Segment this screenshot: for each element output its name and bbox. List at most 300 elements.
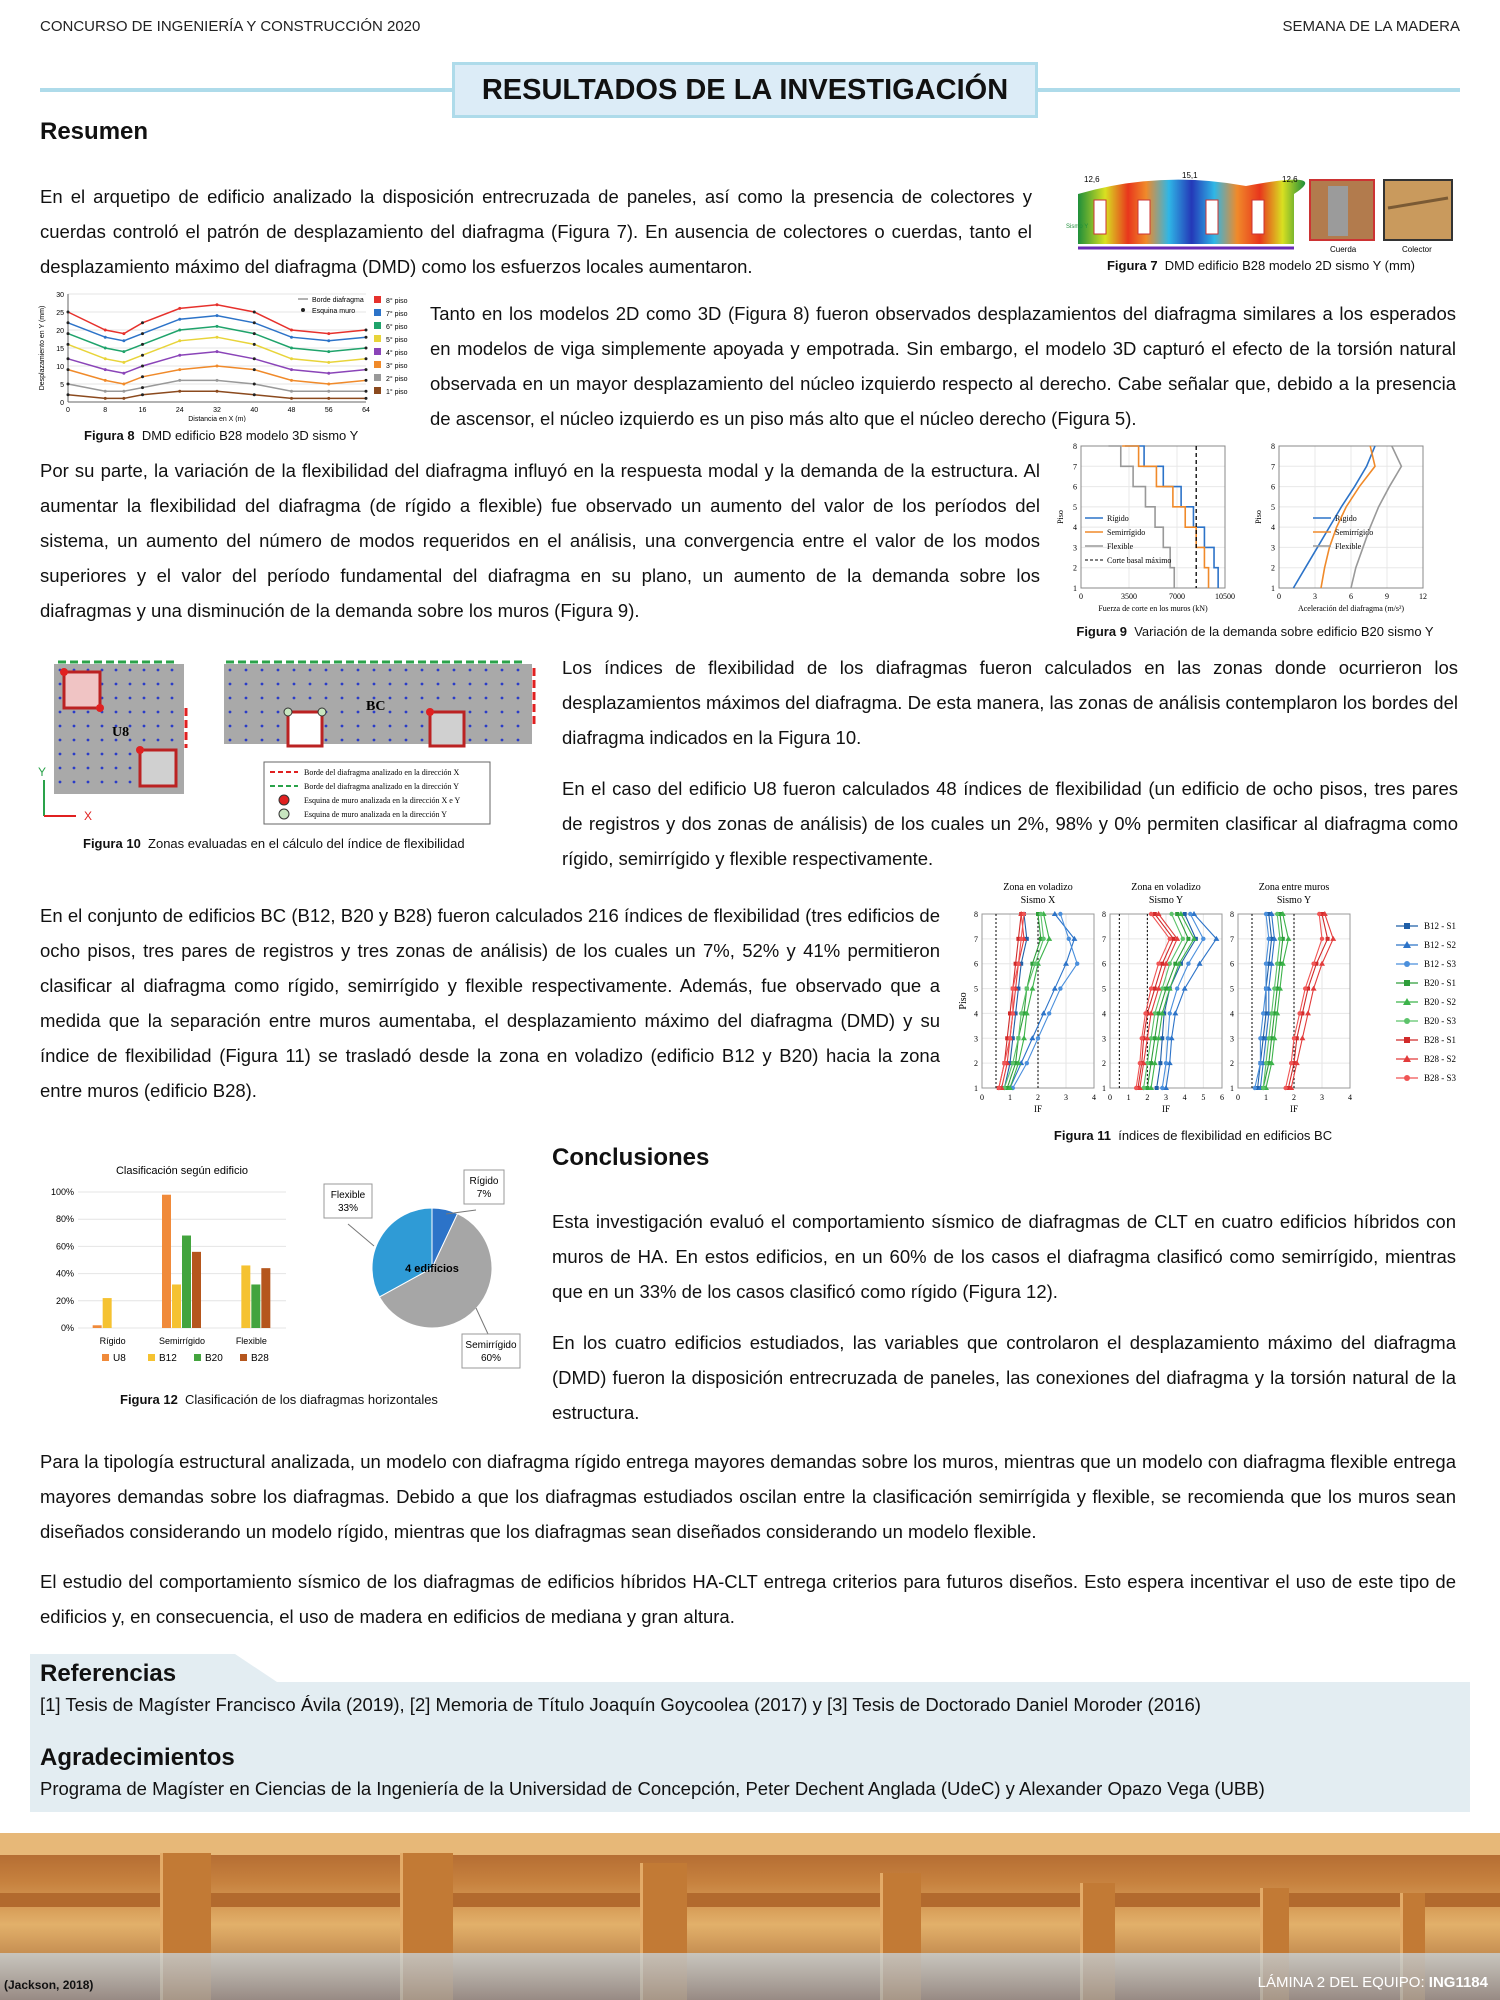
corner-marker	[96, 704, 104, 712]
figure-7-text: DMD edificio B28 modelo 2D sismo Y (mm)	[1164, 258, 1416, 273]
grid-dot	[309, 669, 312, 672]
legend-label: U8	[113, 1353, 126, 1364]
data-point	[216, 350, 219, 353]
figure-9-text: Variación de la demanda sobre edificio B20 sismo Y	[1134, 624, 1434, 639]
x-tick-label: 0	[980, 1093, 984, 1102]
figure-9-chart	[1055, 440, 1455, 620]
team-prefix: LÁMINA 2 DEL EQUIPO:	[1257, 1974, 1425, 1991]
y-tick-label: 100%	[50, 1187, 74, 1197]
figure-12-number: Figura 12	[120, 1392, 178, 1407]
data-point	[290, 390, 293, 393]
data-point	[67, 357, 70, 360]
grid-dot	[87, 767, 90, 770]
legend-swatch	[1404, 923, 1410, 929]
legend-label: 6° piso	[386, 324, 408, 331]
grid-dot	[325, 697, 328, 700]
data-point	[327, 372, 330, 375]
x-tick-label: 5	[1201, 1093, 1206, 1102]
data-point	[1175, 986, 1179, 990]
panel-title: Zona entre muros	[1258, 882, 1330, 893]
y-tick-label: 4	[1271, 523, 1275, 533]
data-point	[1168, 937, 1172, 941]
grid-dot	[143, 711, 146, 714]
data-point	[67, 383, 70, 386]
data-point	[104, 390, 107, 393]
photo-beam	[0, 1833, 1500, 1855]
y-tick-label: 7	[1073, 462, 1077, 472]
x-tick-label: 48	[287, 407, 296, 414]
grid-dot	[157, 683, 160, 686]
x-tick-label: 2	[1036, 1093, 1040, 1102]
x-tick-label: 6	[1349, 592, 1353, 601]
legend-label: B28 - S3	[1424, 1073, 1457, 1083]
grid-dot	[129, 697, 132, 700]
grid-dot	[293, 697, 296, 700]
wall-core	[1252, 200, 1264, 234]
data-point	[1160, 1086, 1164, 1090]
y-tick-label: 80%	[55, 1214, 74, 1225]
legend-swatch	[374, 361, 381, 368]
page-title: RESULTADOS DE LA INVESTIGACIÓN	[452, 62, 1038, 118]
legend-item: Esquina de muro analizada en la dirección Y	[304, 810, 447, 819]
data-point	[178, 339, 181, 342]
data-point	[253, 368, 256, 371]
data-point	[178, 318, 181, 321]
data-point	[1317, 912, 1321, 916]
wall-core	[1138, 200, 1150, 234]
grid-dot	[171, 669, 174, 672]
data-point	[1046, 936, 1052, 941]
data-point	[1033, 962, 1037, 966]
diaphragm-contour	[1078, 180, 1305, 244]
grid-dot	[469, 669, 472, 672]
grid-dot	[517, 669, 520, 672]
data-point	[1264, 912, 1268, 916]
data-point	[1075, 962, 1079, 966]
data-point	[1011, 986, 1015, 990]
grid-dot	[325, 683, 328, 686]
corner-marker	[136, 746, 144, 754]
grid-dot	[101, 753, 104, 756]
grid-dot	[261, 697, 264, 700]
y-tick-label: 3	[1073, 543, 1077, 553]
x-tick-label: 40	[250, 407, 259, 414]
legend-swatch	[240, 1354, 247, 1361]
grid-dot	[405, 697, 408, 700]
grid-dot	[277, 711, 280, 714]
figure-11-number: Figura 11	[1053, 1128, 1111, 1143]
grid-dot	[341, 669, 344, 672]
grid-dot	[73, 711, 76, 714]
y-tick-label: 6	[974, 959, 978, 969]
grid-dot	[261, 683, 264, 686]
y-tick-label: 7	[1230, 934, 1234, 944]
grid-dot	[157, 725, 160, 728]
figure-11-chart	[958, 878, 1468, 1128]
legend-label: 1° piso	[386, 389, 408, 396]
x-tick-label: 0	[1236, 1093, 1240, 1102]
grid-dot	[277, 697, 280, 700]
wall-corner	[288, 712, 322, 746]
grid-dot	[157, 669, 160, 672]
grid-dot	[115, 767, 118, 770]
legend-swatch	[374, 348, 381, 355]
grid-dot	[59, 739, 62, 742]
x-axis-label: IF	[1289, 1104, 1299, 1114]
data-point	[290, 347, 293, 350]
x-tick-label: 16	[138, 407, 147, 414]
grid-dot	[485, 739, 488, 742]
legend-label: Esquina muro	[312, 308, 356, 315]
legend-swatch	[374, 296, 381, 303]
data-point	[365, 390, 368, 393]
y-tick-label: 25	[56, 310, 64, 317]
legend-label: Borde diafragma	[312, 297, 364, 304]
legend-label: Semirrígido	[1107, 528, 1146, 537]
grid-dot	[277, 739, 280, 742]
data-point	[67, 321, 70, 324]
data-point	[1168, 1011, 1172, 1015]
conclusiones-p3: Para la tipología estructural analizada, un modelo con diafragma rígido entrega mayores demandas sobre los muros, mientras que un modelo con diafragma flexible entrega mayores demandas sobre los diafragmas. Debido a que los diafragmas estudiados oscilan entre la clasificación semirrígida y flexible, se recomienda que los muros sean diseñados considerando un modelo rígido, mientras que los diafragmas sean diseñados considerando un modelo flexible.	[40, 1451, 1456, 1542]
collector-photo	[1384, 180, 1452, 240]
y-tick-label: 3	[1230, 1034, 1234, 1044]
legend-swatch	[374, 309, 381, 316]
fig7-label: Colector	[1402, 245, 1432, 254]
x-axis-label: Aceleración del diafragma (m/s²)	[1297, 604, 1405, 613]
data-point	[178, 390, 181, 393]
data-point	[1036, 1036, 1040, 1040]
data-point	[327, 332, 330, 335]
y-tick-label: 2	[1271, 563, 1275, 573]
y-axis-label: Piso	[1254, 510, 1263, 524]
legend-label: 7° piso	[386, 311, 408, 318]
data-point	[104, 347, 107, 350]
panel-title: Zona en voladizo	[1003, 882, 1073, 893]
fig7-label: 12,6	[1282, 175, 1298, 184]
photo-credit: (Jackson, 2018)	[4, 1978, 94, 1992]
grid-dot	[405, 683, 408, 686]
data-point	[253, 311, 256, 314]
resumen-p4: Los índices de flexibilidad de los diafragmas fueron calculados en las zonas donde ocurrieron los desplazamientos máximos del diafragma. De esta manera, las zonas de análisis contemplaron los bordes del diafragma indicados en la Figura 10.	[562, 657, 1458, 748]
y-tick-label: 1	[1073, 584, 1077, 593]
grid-dot	[245, 739, 248, 742]
grid-dot	[59, 781, 62, 784]
legend-label: Rígido	[1107, 514, 1129, 523]
panel-title: Sismo Y	[1148, 895, 1184, 906]
data-point	[104, 368, 107, 371]
y-tick-label: 6	[1271, 482, 1275, 492]
corner-marker	[60, 668, 68, 676]
data-point	[1134, 1086, 1138, 1090]
grid-dot	[171, 697, 174, 700]
grid-dot	[517, 725, 520, 728]
data-point	[1052, 986, 1058, 991]
label-u8: U8	[112, 725, 130, 740]
data-point	[253, 343, 256, 346]
grid-dot	[389, 697, 392, 700]
legend-swatch	[1404, 1075, 1410, 1081]
conclusiones-p1: Esta investigación evaluó el comportamiento sísmico de diafragmas de CLT en cuatro edificios híbridos con muros de HA. En estos edificios, en un 60% de los casos el diafragma clasificó como semirrígido, mientras que en un 33% de los casos clasificó como rígido (Figura 12).	[552, 1211, 1456, 1302]
y-tick-label: 20	[56, 328, 64, 335]
grid-dot	[115, 711, 118, 714]
bar	[241, 1265, 250, 1328]
grid-dot	[421, 711, 424, 714]
grid-dot	[143, 697, 146, 700]
data-point	[67, 332, 70, 335]
grid-dot	[469, 725, 472, 728]
legend-label: B28 - S2	[1424, 1054, 1457, 1064]
grid-dot	[389, 683, 392, 686]
figure-10-graphic	[36, 658, 536, 826]
legend-swatch	[374, 322, 381, 329]
x-tick-label: 4	[1092, 1093, 1096, 1102]
data-point	[178, 368, 181, 371]
data-point	[327, 361, 330, 364]
fig7-label: 15,1	[1182, 171, 1198, 180]
grid-dot	[229, 697, 232, 700]
corner-marker	[426, 708, 434, 716]
figure-7-caption	[1066, 258, 1456, 273]
data-point	[253, 321, 256, 324]
grid-dot	[59, 697, 62, 700]
data-point	[1041, 937, 1045, 941]
grid-dot	[437, 683, 440, 686]
data-point	[1275, 962, 1279, 966]
slice-name: Rígido	[469, 1176, 499, 1187]
data-point	[1253, 1086, 1257, 1090]
y-axis-label: Desplazamiento en Y (mm)	[39, 305, 46, 391]
grid-dot	[357, 683, 360, 686]
legend-label: Flexible	[1107, 542, 1134, 551]
legend-label: B20 - S1	[1424, 978, 1457, 988]
grid-dot	[405, 725, 408, 728]
legend-label: 3° piso	[386, 363, 408, 370]
slice-label: 33%	[337, 1203, 359, 1214]
legend-label: B12 - S1	[1424, 921, 1457, 931]
grid-dot	[485, 725, 488, 728]
data-point	[327, 350, 330, 353]
data-point	[1285, 936, 1291, 941]
axis-x-label: X	[84, 809, 93, 823]
grid-dot	[73, 739, 76, 742]
x-axis-label: Distancia en X (m)	[188, 416, 246, 422]
grid-dot	[143, 739, 146, 742]
figure-12-text: Clasificación de los diafragmas horizontales	[185, 1392, 438, 1407]
data-point	[1155, 1086, 1159, 1090]
grid-dot	[357, 725, 360, 728]
data-point	[178, 354, 181, 357]
x-tick-label: 56	[324, 407, 333, 414]
corner-marker	[318, 708, 326, 716]
grid-dot	[157, 739, 160, 742]
data-point	[216, 303, 219, 306]
data-point	[253, 383, 256, 386]
bar	[162, 1195, 171, 1328]
grid-dot	[171, 739, 174, 742]
panel-title: Sismo Y	[1276, 895, 1312, 906]
x-tick-label: 1	[1008, 1093, 1012, 1102]
data-point	[1029, 986, 1035, 991]
grid-dot	[73, 781, 76, 784]
grid-dot	[485, 683, 488, 686]
x-tick-label: 1	[1126, 1093, 1131, 1102]
grid-dot	[59, 711, 62, 714]
resumen-p1: En el arquetipo de edificio analizado la disposición entrecruzada de paneles, así como la presencia de colectores y cuerdas controló el patrón de desplazamiento del diafragma (Figura 7). En ausencia de colectores o cuerdas, tanto el desplazamiento máximo del diafragma (DMD) como los esfuerzos locales aumentaron.	[40, 186, 1032, 277]
legend-swatch	[102, 1354, 109, 1361]
y-tick-label: 5	[1073, 502, 1077, 512]
series-line	[1351, 446, 1401, 588]
legend-label: Rígido	[1335, 514, 1357, 523]
grid-dot	[501, 669, 504, 672]
y-tick-label: 5	[1102, 984, 1106, 994]
y-tick-label: 8	[1073, 442, 1077, 451]
y-axis-label: Piso	[958, 992, 969, 1010]
x-tick-label: 1	[1264, 1093, 1268, 1102]
grid-dot	[341, 697, 344, 700]
y-tick-label: 1	[1102, 1084, 1106, 1093]
grid-dot	[245, 683, 248, 686]
y-tick-label: 3	[1102, 1034, 1106, 1044]
grid-dot	[101, 725, 104, 728]
x-tick-label: 4	[1182, 1093, 1187, 1102]
x-tick-label: 3	[1313, 592, 1317, 601]
data-point	[365, 347, 368, 350]
x-tick-label: 0	[1277, 592, 1281, 601]
panel-title: Sismo X	[1020, 895, 1056, 906]
grid-dot	[101, 767, 104, 770]
grid-dot	[115, 753, 118, 756]
grid-dot	[341, 725, 344, 728]
grid-dot	[245, 725, 248, 728]
grid-dot	[485, 697, 488, 700]
slice-label: 60%	[480, 1353, 502, 1364]
legend-swatch	[194, 1354, 201, 1361]
figure-12-chart	[36, 1158, 546, 1388]
resumen-heading: Resumen	[40, 118, 149, 145]
grid-dot	[261, 669, 264, 672]
data-point	[1264, 962, 1268, 966]
data-point	[327, 383, 330, 386]
grid-dot	[341, 739, 344, 742]
legend-label: B28	[251, 1353, 269, 1364]
x-tick-label: 0	[1079, 592, 1083, 601]
figure-9-caption	[1055, 624, 1455, 639]
data-point	[141, 332, 144, 335]
grid-dot	[59, 753, 62, 756]
legend-label: B12 - S2	[1424, 940, 1457, 950]
data-point	[290, 379, 293, 382]
grid-dot	[229, 711, 232, 714]
data-point	[365, 368, 368, 371]
legend-label: 4° piso	[386, 350, 408, 357]
grid-dot	[143, 725, 146, 728]
data-point	[1019, 1011, 1023, 1015]
grid-dot	[309, 683, 312, 686]
data-point	[1008, 1036, 1012, 1040]
grid-dot	[453, 669, 456, 672]
data-point	[1011, 1061, 1015, 1065]
data-point	[1267, 1036, 1271, 1040]
grid-dot	[501, 711, 504, 714]
data-point	[67, 368, 70, 371]
data-point	[1166, 1036, 1170, 1040]
grid-dot	[143, 669, 146, 672]
data-point	[290, 336, 293, 339]
data-point	[1019, 937, 1023, 941]
legend-label: B20 - S3	[1424, 1016, 1457, 1026]
data-point	[1258, 1036, 1262, 1040]
data-point	[104, 329, 107, 332]
panel-title: Zona en voladizo	[1131, 882, 1201, 893]
slice-name: Semirrígido	[465, 1340, 517, 1351]
data-point	[1267, 937, 1271, 941]
data-point	[290, 397, 293, 400]
x-tick-label: 4	[1348, 1093, 1352, 1102]
grid-dot	[157, 711, 160, 714]
y-tick-label: 6	[1102, 959, 1106, 969]
y-tick-label: 8	[1102, 910, 1106, 919]
y-tick-label: 10	[56, 364, 64, 371]
grid-dot	[485, 711, 488, 714]
x-tick-label: 8	[103, 407, 108, 414]
y-tick-label: 6	[1230, 959, 1234, 969]
grid-dot	[389, 739, 392, 742]
legend-swatch	[301, 308, 305, 312]
legend-swatch	[1404, 1037, 1410, 1043]
data-point	[253, 357, 256, 360]
resumen-p6: En el conjunto de edificios BC (B12, B20 y B28) fueron calculados 216 índices de flexibilidad (tres edificios de ocho pisos, tres pares de registros y tres zonas de análisis) de los cuales un 7%, 52% y 41% permitieron clasificar al diafragma como rígido, semirrígido y flexible respectivamente. Además, fue observado que a medida que la separación entre muros aumentaba, el desplazamiento máximo del diafragma (DMD) y su índice de flexibilidad (Figura 11) se trasladó desde la zona en voladizo (edificio B12 y B20) hacia la zona entre muros (edificio B28).	[40, 905, 940, 1101]
data-point	[1258, 1061, 1262, 1065]
data-point	[141, 343, 144, 346]
legend-label: Flexible	[1335, 542, 1362, 551]
data-point	[141, 321, 144, 324]
grid-dot	[59, 767, 62, 770]
grid-dot	[277, 725, 280, 728]
grid-dot	[129, 711, 132, 714]
grid-dot	[73, 725, 76, 728]
grid-dot	[129, 683, 132, 686]
grid-dot	[245, 697, 248, 700]
grid-dot	[143, 683, 146, 686]
grid-dot	[309, 697, 312, 700]
data-point	[290, 329, 293, 332]
data-point	[178, 307, 181, 310]
grid-dot	[421, 725, 424, 728]
grid-dot	[501, 725, 504, 728]
grid-dot	[293, 669, 296, 672]
data-point	[1016, 1036, 1020, 1040]
grid-dot	[517, 697, 520, 700]
x-axis-label: Fuerza de corte en los muros (kN)	[1098, 604, 1208, 613]
conclusiones-p4: El estudio del comportamiento sísmico de los diafragmas de edificios híbridos HA-CLT entrega criterios para futuros diseños. Esto espera incentivar el uso de este tipo de edificios y, en consecuencia, el uso de madera en edificios de mediana y gran altura.	[40, 1571, 1456, 1627]
callout-line	[348, 1224, 374, 1246]
legend-swatch	[148, 1354, 155, 1361]
legend-item: Borde del diafragma analizado en la dirección Y	[304, 782, 459, 791]
grid-dot	[87, 711, 90, 714]
figure-7-graphic	[1066, 168, 1456, 254]
data-point	[253, 393, 256, 396]
data-point	[216, 390, 219, 393]
x-axis-label: IF	[1033, 1104, 1043, 1114]
grid-dot	[87, 781, 90, 784]
bar	[192, 1252, 201, 1328]
grid-dot	[325, 725, 328, 728]
grid-dot	[73, 753, 76, 756]
grid-dot	[517, 739, 520, 742]
data-point	[997, 1086, 1001, 1090]
data-point	[141, 365, 144, 368]
data-point	[1275, 912, 1279, 916]
